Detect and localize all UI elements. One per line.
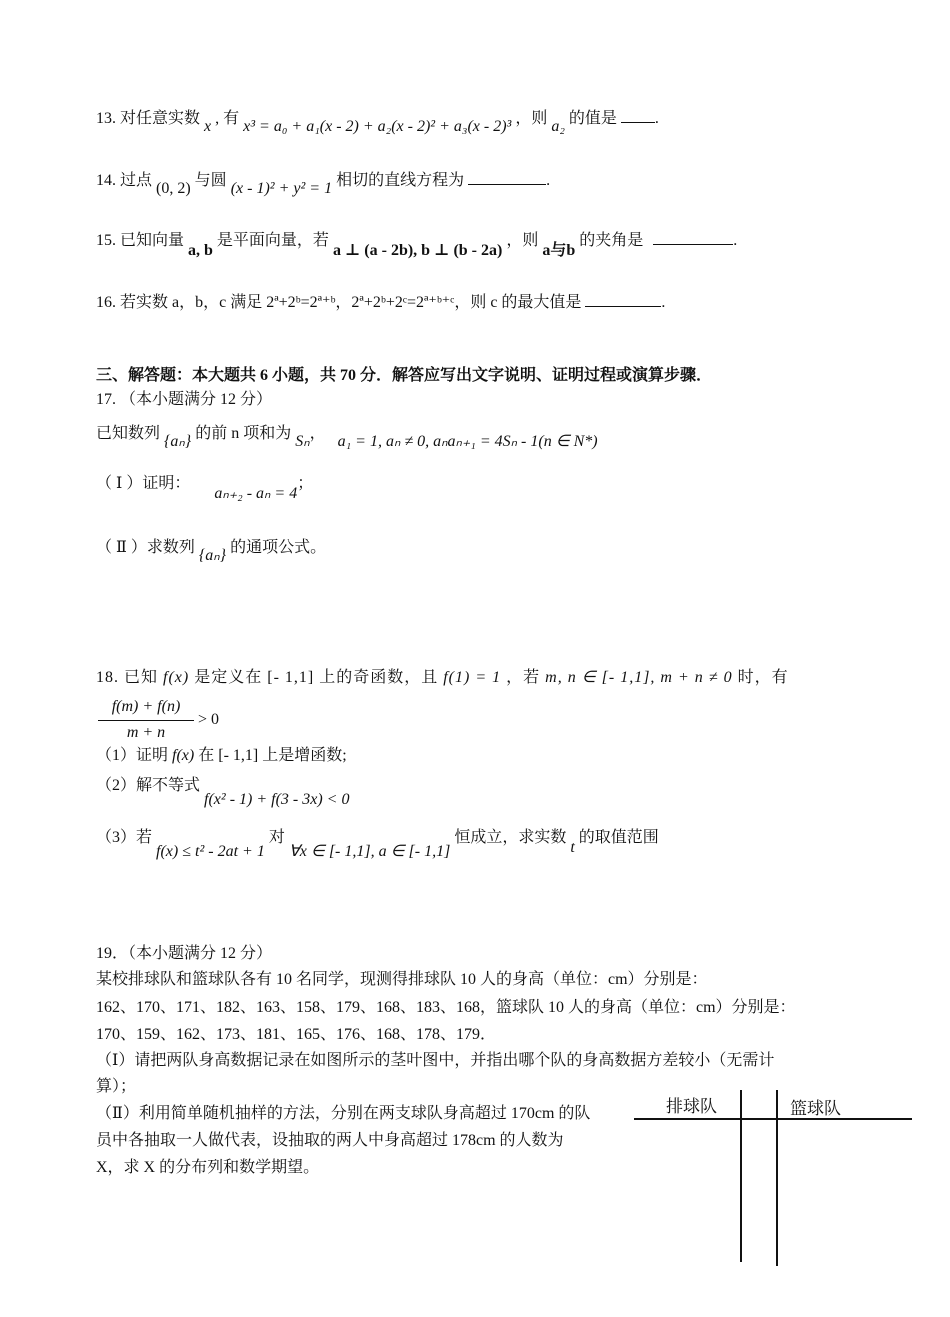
q14-answer-blank[interactable] xyxy=(468,170,546,185)
q15-post: ，则 xyxy=(506,232,539,249)
q19-line8: X，求 X 的分布列和数学期望。 xyxy=(96,1159,320,1176)
q15-vectors: a, b xyxy=(188,242,213,259)
stem-label-volleyball: 排球队 xyxy=(666,1097,717,1116)
q15-pair: a与b xyxy=(542,242,576,259)
q15-tail: 的夹角是 xyxy=(579,232,644,249)
q18-p1-label: （1）证明 xyxy=(96,747,169,764)
q18-p3c: 恒成立，求实数 xyxy=(454,829,567,846)
section-3-heading: 三、解答题：本大题共 6 小题，共 70 分．解答应写出文字说明、证明过程或演算步骤． xyxy=(96,367,713,384)
question-14: 14. 过点 (0, 2) 与圆 (x - 1)² + y² = 1 相切的直线方程为 . xyxy=(96,172,551,197)
q17-line1a: 已知数列 xyxy=(96,425,161,442)
q13-tail: 的值是 xyxy=(568,110,617,127)
q13-var-a2: a₂ xyxy=(551,118,565,135)
q17-part1-formula: aₙ₊₂ - aₙ = 4 xyxy=(214,485,298,502)
q17-heading: 17. （本小题满分 12 分） xyxy=(96,391,273,408)
stem-label-basketball: 篮球队 xyxy=(790,1099,841,1118)
q18-f1: f(1) = 1 xyxy=(443,669,502,686)
q18-fraction-relation: > 0 xyxy=(198,711,220,728)
q15-text: 已知向量 xyxy=(120,232,185,249)
q18-l1c: 上的奇函数，且 xyxy=(319,669,439,686)
q17-line1b: 的前 n 项和为 xyxy=(195,425,292,442)
q18-mn: m, n ∈ [- 1,1], m + n ≠ 0 xyxy=(545,669,733,686)
q18-fraction-bar xyxy=(98,720,194,721)
q13-post: ，则 xyxy=(515,110,548,127)
q18-fx: f(x) xyxy=(163,669,190,686)
q18-p3d: 的取值范围 xyxy=(578,829,659,846)
q18-p1b: 在 xyxy=(198,747,215,764)
q18-p1c: 上是增函数; xyxy=(262,747,347,764)
question-16: 16. 若实数 a，b，c 满足 2ª+2ᵇ=2ª⁺ᵇ，2ª+2ᵇ+2ᶜ=2ª⁺ᵇ⁺ᶜ，则 c 的最大值是 . xyxy=(96,294,666,311)
stem-horizontal-line xyxy=(634,1118,912,1120)
q17-part1-label: （ Ⅰ ）证明： xyxy=(96,475,191,492)
q17-part2-tail: 的通项公式。 xyxy=(230,539,327,556)
q19-line2: 162、170、171、182、163、158、179、168、183、168，篮球队 10 人的身高（单位：cm）分别是： xyxy=(96,999,796,1016)
q19-line5: 算）； xyxy=(96,1078,137,1095)
q18-p3-label: （3）若 xyxy=(96,829,153,846)
q17-part2-label: （ Ⅱ ）求数列 xyxy=(96,539,195,556)
q15-answer-blank[interactable] xyxy=(653,230,733,245)
q18-p1-fx: f(x) xyxy=(172,747,195,764)
q18-p3b: 对 xyxy=(268,829,285,846)
q18-p3-t: t xyxy=(570,839,575,856)
q19-line7: 员中各抽取一人做代表，设抽取的两人中身高超过 178cm 的人数为 xyxy=(96,1132,564,1149)
q19-line6: （Ⅱ）利用简单随机抽样的方法，分别在两支球队身高超过 170cm 的队 xyxy=(96,1105,591,1122)
stem-leaf-table xyxy=(630,1088,912,1268)
stem-vertical-line-right xyxy=(776,1090,778,1266)
q18-l1a: 18. 已知 xyxy=(96,669,159,686)
q18-l1d: ，若 xyxy=(506,669,541,686)
q16-text: 16. 若实数 a，b，c 满足 2ª+2ᵇ=2ª⁺ᵇ，2ª+2ᵇ+2ᶜ=2ª⁺ᵇ⁺ᶜ，则 c 的最大值是 xyxy=(96,294,582,311)
q17-part1: （ Ⅰ ）证明： aₙ₊₂ - aₙ = 4； xyxy=(96,475,314,502)
q18-l1e: 时，有 xyxy=(737,669,789,686)
q18-fraction-numerator: f(m) + f(n) xyxy=(111,698,181,715)
q19-line4: （Ⅰ）请把两队身高数据记录在如图所示的茎叶图中，并指出哪个队的身高数据方差较小（无需计 xyxy=(96,1052,775,1069)
q18-l1b: 是定义在 xyxy=(194,669,263,686)
question-15: 15. 已知向量 a, b 是平面向量，若 a ⊥ (a - 2b), b ⊥ (b - 2a) ，则 a与b 的夹角是 . xyxy=(96,232,738,259)
q14-tail: 相切的直线方程为 xyxy=(336,172,465,189)
q14-mid: 与圆 xyxy=(194,172,227,189)
q17-condition: a₁ = 1, aₙ ≠ 0, aₙaₙ₊₁ = 4Sₙ - 1(n ∈ N*) xyxy=(337,433,598,450)
q14-number: 14. xyxy=(96,172,116,189)
q18-p2-label: （2）解不等式 xyxy=(96,777,201,794)
q18-part1 xyxy=(96,746,347,765)
q17-statement: 已知数列 {aₙ} 的前 n 项和为 Sₙ， a₁ = 1, aₙ ≠ 0, aₙaₙ₊₁ = 4Sₙ - 1(n ∈ N*) xyxy=(96,425,598,450)
q17-sequence: {aₙ} xyxy=(164,433,192,450)
q18-interval: [- 1,1] xyxy=(267,669,315,686)
q13-text: 对任意实数 xyxy=(120,110,201,127)
q19-line3: 170、159、162、173、181、165、176、168、178、179． xyxy=(96,1026,497,1043)
q17-sn: Sₙ xyxy=(295,433,310,450)
q14-point: (0, 2) xyxy=(156,180,191,197)
q13-var-x: x xyxy=(204,118,212,135)
q19-line1: 某校排球队和篮球队各有 10 名同学，现测得排球队 10 人的身高（单位：cm）分别是： xyxy=(96,971,708,988)
q18-p1-interval: [- 1,1] xyxy=(218,747,259,764)
q18-fraction-denominator: m + n xyxy=(126,724,166,741)
q13-answer-blank[interactable] xyxy=(621,108,655,123)
question-13: 13. 对任意实数 x , 有 x³ = a₀ + a₁(x - 2) + a₂(x - 2)² + a₃(x - 2)³ ，则 a₂ 的值是 . xyxy=(96,110,659,135)
q18-statement xyxy=(96,668,789,687)
q18-p3-formula: f(x) ≤ t² - 2at + 1 xyxy=(156,843,265,860)
q18-p2-formula: f(x² - 1) + f(3 - 3x) < 0 xyxy=(204,791,350,808)
q13-number: 13. xyxy=(96,110,116,127)
stem-vertical-line-left xyxy=(740,1090,742,1262)
q13-mid: , 有 xyxy=(215,110,240,127)
q14-circle: (x - 1)² + y² = 1 xyxy=(230,180,333,197)
q17-part2-seq: {aₙ} xyxy=(198,547,227,564)
q14-text: 过点 xyxy=(120,172,153,189)
q15-number: 15. xyxy=(96,232,116,249)
q18-part2 xyxy=(96,776,350,808)
q17-part2 xyxy=(96,538,327,564)
q13-formula: x³ = a₀ + a₁(x - 2) + a₂(x - 2)² + a₃(x - 2)³ xyxy=(243,118,512,135)
q18-part3 xyxy=(96,828,659,860)
q19-heading: 19．（本小题满分 12 分） xyxy=(96,945,273,962)
q18-p3-quantifier: ∀x ∈ [- 1,1], a ∈ [- 1,1] xyxy=(288,843,451,860)
q16-answer-blank[interactable] xyxy=(585,292,661,307)
q15-condition: a ⊥ (a - 2b), b ⊥ (b - 2a) xyxy=(332,242,503,259)
q15-mid: 是平面向量，若 xyxy=(216,232,329,249)
